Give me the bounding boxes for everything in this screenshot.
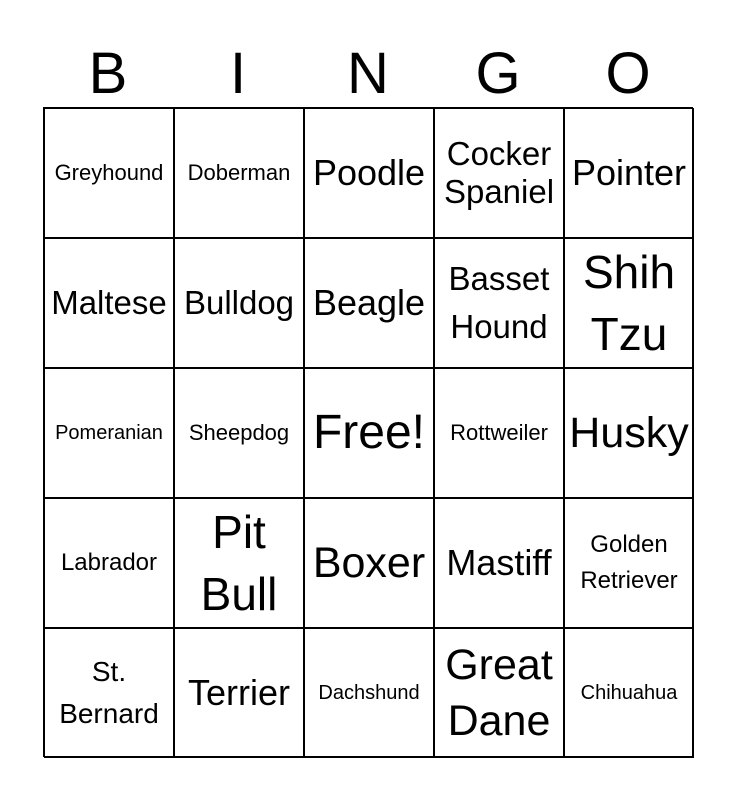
bingo-cell[interactable] [44, 628, 174, 758]
bingo-cell[interactable] [44, 108, 174, 238]
cell-label: Doberman [187, 160, 291, 185]
cell-label: Husky [569, 409, 689, 457]
cell-label: Maltese [51, 284, 167, 321]
bingo-cell[interactable] [434, 498, 564, 628]
bingo-cell[interactable] [564, 238, 694, 368]
bingo-cell[interactable] [44, 498, 174, 628]
bingo-cell[interactable] [174, 498, 304, 628]
cell-label: Labrador [60, 549, 158, 576]
bingo-cell[interactable] [434, 368, 564, 498]
bingo-cell[interactable] [564, 108, 694, 238]
header-letter-n: N [347, 41, 389, 106]
cell-label: Mastiff [446, 542, 552, 583]
header-letter-i: I [229, 41, 247, 106]
cell-label: Dachshund [318, 682, 420, 704]
bingo-cell[interactable] [174, 108, 304, 238]
cell-label: Sheepdog [188, 420, 290, 445]
bingo-cell[interactable] [174, 238, 304, 368]
bingo-cell[interactable] [434, 108, 564, 238]
cell-label: Chihuahua [580, 682, 678, 704]
cell-label: Terrier [187, 672, 290, 713]
bingo-cell[interactable] [564, 498, 694, 628]
bingo-card-grid [43, 107, 693, 757]
bingo-cell[interactable] [304, 238, 434, 368]
bingo-cell[interactable] [434, 238, 564, 368]
cell-label: Basset Hound [448, 260, 550, 345]
bingo-cell[interactable] [304, 108, 434, 238]
bingo-cell[interactable] [564, 628, 694, 758]
bingo-cell[interactable] [44, 368, 174, 498]
bingo-cell[interactable] [44, 238, 174, 368]
header-letter-g: G [475, 41, 521, 106]
cell-label: Shih Tzu [582, 246, 676, 360]
bingo-cell[interactable] [174, 368, 304, 498]
cell-label: Boxer [312, 539, 426, 587]
bingo-cell[interactable] [434, 628, 564, 758]
bingo-header [43, 40, 693, 108]
cell-label: Bulldog [183, 284, 295, 321]
cell-label: Rottweiler [450, 420, 548, 445]
cell-label: Pomeranian [55, 422, 163, 444]
cell-label: Poodle [312, 152, 426, 193]
bingo-cell[interactable] [564, 368, 694, 498]
header-letter-b: B [88, 41, 128, 106]
cell-label: Pointer [571, 152, 687, 193]
bingo-cell free-space[interactable] [304, 368, 434, 498]
cell-label: Cocker Spaniel [443, 135, 555, 210]
bingo-cell[interactable] [174, 628, 304, 758]
cell-label: Pit Bull [200, 506, 278, 620]
header-letter-o: O [605, 41, 651, 106]
cell-label: Golden Retriever [580, 531, 678, 594]
cell-label: St. Bernard [59, 656, 159, 729]
cell-label: Great Dane [445, 641, 553, 745]
free-space-label: Free! [312, 406, 426, 459]
bingo-cell[interactable] [304, 628, 434, 758]
cell-label: Beagle [312, 282, 426, 323]
bingo-cell[interactable] [304, 498, 434, 628]
cell-label: Greyhound [54, 160, 164, 185]
